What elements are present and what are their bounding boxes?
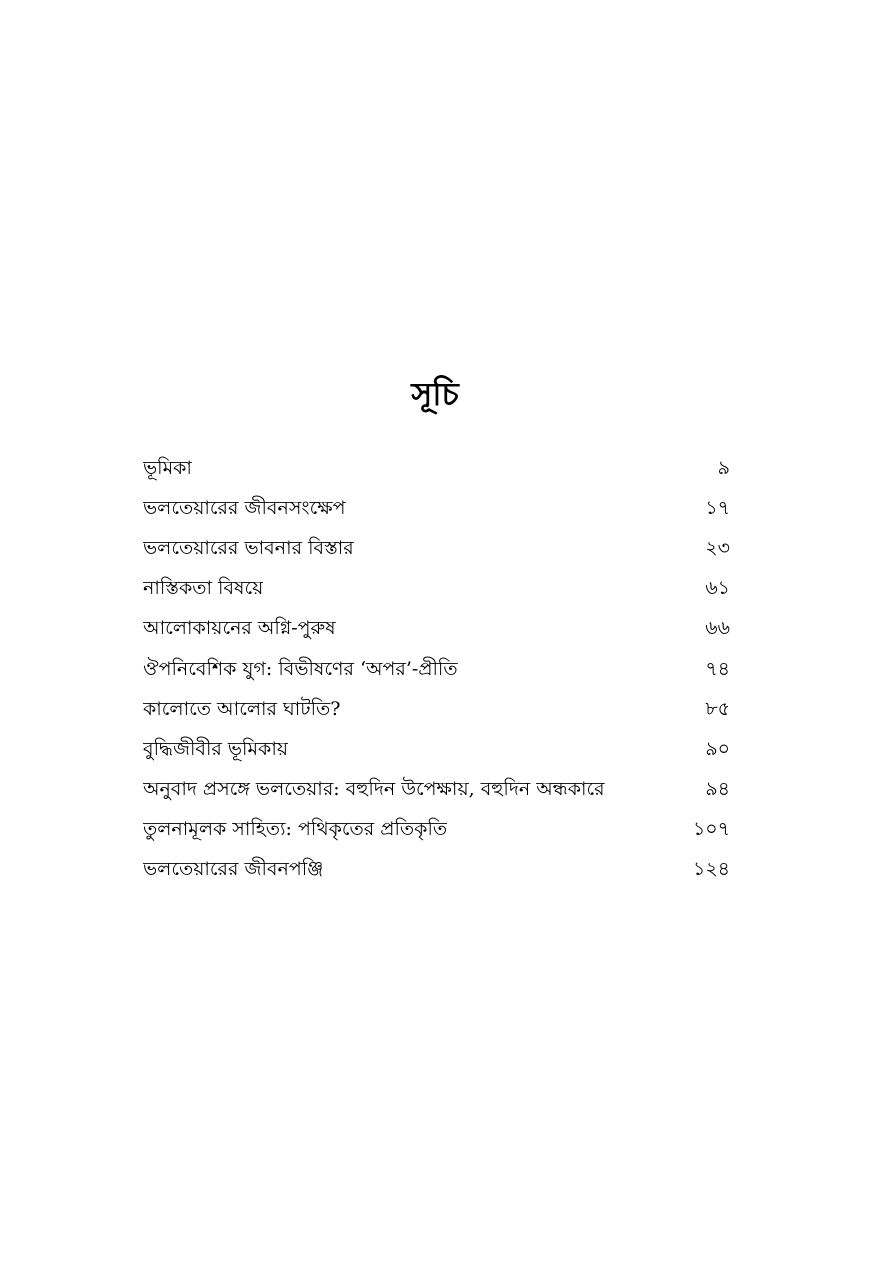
toc-entry-label: আলোকায়নের অগ্নি-পুরুষ bbox=[143, 617, 336, 640]
toc-entry bbox=[143, 568, 730, 608]
toc-entry bbox=[143, 608, 730, 648]
toc-entry-label: তুলনামূলক সাহিত্য: পথিকৃতের প্রতিকৃতি bbox=[143, 817, 448, 840]
toc-entry-label: কালোতে আলোর ঘাটতি? bbox=[143, 697, 341, 720]
toc-entry bbox=[143, 488, 730, 528]
page-title: সূচি bbox=[411, 375, 459, 413]
table-of-contents bbox=[143, 448, 730, 889]
toc-entry-page: ১৭ bbox=[705, 497, 730, 520]
toc-entry-page: ৯৪ bbox=[705, 777, 730, 800]
toc-entry bbox=[143, 648, 730, 688]
toc-entry-page: ৬৬ bbox=[705, 617, 730, 640]
toc-entry-page: ৬১ bbox=[705, 577, 730, 600]
toc-entry-page: ৯০ bbox=[705, 737, 730, 760]
toc-entry bbox=[143, 809, 730, 849]
toc-entry bbox=[143, 769, 730, 809]
toc-entry-page: ২৩ bbox=[705, 537, 730, 560]
toc-entry-label: ভলতেয়ারের ভাবনার বিস্তার bbox=[143, 537, 354, 560]
toc-entry-label: ভূমিকা bbox=[143, 457, 192, 480]
toc-entry-page: ৭৪ bbox=[705, 657, 730, 680]
toc-entry-page: ৯ bbox=[717, 457, 730, 480]
toc-entry-page: ১০৭ bbox=[692, 817, 730, 840]
toc-entry bbox=[143, 729, 730, 769]
toc-entry bbox=[143, 689, 730, 729]
toc-entry-label: নাস্তিকতা বিষয়ে bbox=[143, 577, 264, 600]
toc-entry-label: ভলতেয়ারের জীবনসংক্ষেপ bbox=[143, 497, 346, 520]
toc-entry bbox=[143, 448, 730, 488]
toc-entry-label: ভলতেয়ারের জীবনপঞ্জি bbox=[143, 857, 324, 880]
toc-entry-label: ঔপনিবেশিক যুগ: বিভীষণের ‘অপর’-প্রীতি bbox=[143, 657, 458, 680]
toc-entry-page: ১২৪ bbox=[692, 857, 730, 880]
toc-entry-label: বুদ্ধিজীবীর ভূমিকায় bbox=[143, 737, 289, 760]
toc-entry bbox=[143, 528, 730, 568]
toc-entry-label: অনুবাদ প্রসঙ্গে ভলতেয়ার: বহুদিন উপেক্ষায়, বহুদিন অন্ধকারে bbox=[143, 777, 605, 800]
toc-entry bbox=[143, 849, 730, 889]
toc-entry-page: ৮৫ bbox=[705, 697, 730, 720]
